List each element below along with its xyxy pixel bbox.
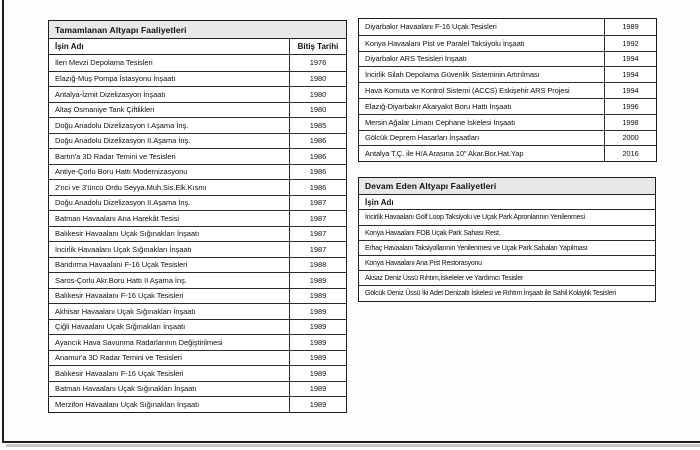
table-row — [49, 179, 346, 195]
table-row — [359, 66, 656, 82]
work-name: Diyarbakır ARS Tesisleri İnşaatı — [365, 54, 467, 64]
table-row — [49, 71, 346, 87]
end-year: 1976 — [289, 55, 346, 71]
table-row — [359, 51, 656, 67]
table-row — [359, 210, 655, 225]
end-year: 2000 — [604, 131, 656, 146]
end-year: 1998 — [604, 115, 656, 130]
table-row — [49, 86, 346, 102]
end-year: 1980 — [289, 103, 346, 118]
end-year: 1992 — [604, 36, 656, 51]
ongoing-activities-table — [358, 177, 656, 302]
table-row — [49, 55, 346, 71]
work-name: 2'nci ve 3'üncü Ordu Seyya.Muh.Sis.Elk.Kısmı — [55, 182, 207, 192]
work-name: Ayancık Hava Savunma Radarlarının Değiştirilmesi — [55, 337, 223, 347]
completed-table-header-row — [49, 39, 346, 55]
work-name: Doğu Anadolu Dizelizasyon II.Aşama İnş. — [55, 136, 191, 146]
end-year: 1994 — [604, 67, 656, 82]
end-year: 1989 — [289, 320, 346, 335]
work-name: Merzifon Havaalanı Uçak Sığınakları İnşaatı — [55, 399, 200, 409]
end-year: 1987 — [289, 227, 346, 242]
table-row — [359, 145, 656, 161]
work-name: Bartın'a 3D Radar Temini ve Tesisleri — [55, 151, 176, 161]
end-year: 1989 — [289, 273, 346, 288]
work-name: Antalya T.Ç. ile H/A Arasına 10" Akar.Bor.Hat.Yap — [365, 149, 524, 159]
page-border-bottom — [2, 441, 700, 443]
end-year: 1986 — [289, 149, 346, 164]
work-name: Gölcük Deniz Üssü İki Adet Denizaltı İskelesi ve Rıhtım İnşaatı ile Sahil Kolaylık Tesisleri — [365, 290, 616, 298]
table-row — [49, 303, 346, 319]
end-year: 1994 — [604, 83, 656, 98]
table-row — [49, 226, 346, 242]
end-year: 1989 — [289, 289, 346, 304]
ongoing-table-header-row — [359, 195, 655, 210]
work-name: Altaş Osmaniye Tank Çiftlikleri — [55, 105, 155, 115]
page-shadow — [6, 444, 700, 447]
work-name: İleri Mevzi Depolama Tesisleri — [55, 58, 153, 68]
work-name: Anamur'a 3D Radar Temini ve Tesisleri — [55, 353, 182, 363]
end-year: 1980 — [289, 72, 346, 87]
end-year: 1986 — [289, 180, 346, 195]
end-year: 1989 — [289, 304, 346, 319]
table-row — [359, 255, 655, 270]
work-name: İncirlik Havaalanı Uçak Sığınakları İnşaatı — [55, 244, 192, 254]
work-name: İncirlik Silah Depolama Güvenlik Sisteminin Artırılması — [365, 70, 540, 80]
work-name: Doğu Anadolu Dizelizasyon II.Aşama İnş. — [55, 198, 191, 208]
work-name: Balıkesir Havaalanı F-16 Uçak Tesisleri — [55, 368, 184, 378]
table-row — [359, 35, 656, 51]
column-header-work-name: İşin Adı — [365, 197, 394, 207]
work-name: Diyarbakır Havaalanı F-16 Uçak Tesisleri — [365, 22, 497, 32]
table-row — [49, 365, 346, 381]
table-row — [49, 102, 346, 118]
end-year: 1987 — [289, 211, 346, 226]
table-row — [49, 195, 346, 211]
table-row — [49, 210, 346, 226]
table-row — [359, 114, 656, 130]
ongoing-table-title: Devam Eden Altyapı Faaliyetleri — [359, 178, 655, 195]
table-row — [49, 334, 346, 350]
end-year: 1989 — [604, 19, 656, 35]
table-row — [359, 130, 656, 146]
table-row — [49, 319, 346, 335]
end-year: 1996 — [604, 99, 656, 114]
work-name: Akhisar Havaalanı Uçak Sığınakları İnşaatı — [55, 306, 196, 316]
end-year: 1994 — [604, 52, 656, 67]
table-row — [49, 257, 346, 273]
table-row — [359, 19, 656, 35]
table-row — [359, 285, 655, 300]
end-year: 1980 — [289, 87, 346, 102]
work-name: Gölcük Deprem Hasarları İnşaatları — [365, 133, 480, 143]
column-header-end-date: Bitiş Tarihi — [289, 39, 346, 54]
work-name: Mersin Ağalar Limanı Cephane İskelesi İnşaatı — [365, 117, 516, 127]
work-name: Konya Havaalanı FOB Uçak Park Sahası Rest. — [365, 229, 501, 237]
work-name: Balıkesir Havaalanı F-16 Uçak Tesisleri — [55, 291, 184, 301]
end-year: 1987 — [289, 196, 346, 211]
table-row — [359, 82, 656, 98]
work-name: Hava Komuta ve Kontrol Sistemi (ACCS) Eskişehir ARS Projesi — [365, 86, 570, 96]
work-name: Çiğli Havaalanı Uçak Sığınakları İnşaatı — [55, 322, 186, 332]
table-row — [49, 133, 346, 149]
completed-table-title: Tamamlanan Altyapı Faaliyetleri — [49, 21, 346, 39]
table-row — [49, 164, 346, 180]
table-row — [49, 117, 346, 133]
table-row — [49, 148, 346, 164]
work-name: Antalya-İzmit Dizelizasyon İnşaatı — [55, 89, 166, 99]
end-year: 1985 — [289, 118, 346, 133]
table-row — [49, 396, 346, 412]
end-year: 2016 — [604, 146, 656, 161]
work-name: Antiye-Çorlu Boru Hattı Modernizasyonu — [55, 167, 188, 177]
work-name: Bandırma Havaalanı F-16 Uçak Tesisleri — [55, 260, 188, 270]
completed-activities-table — [48, 20, 347, 413]
end-year: 1986 — [289, 165, 346, 180]
page-border-left — [2, 0, 4, 443]
work-name: Doğu Anadolu Dizelizasyon I.Aşama İnş. — [55, 120, 189, 130]
table-row — [49, 381, 346, 397]
table-row — [49, 272, 346, 288]
work-name: Saros-Çorlu Akr.Boru Hattı II Aşama İnş. — [55, 275, 187, 285]
table-row — [359, 270, 655, 285]
column-header-work-name: İşin Adı — [55, 42, 84, 51]
table-row — [49, 350, 346, 366]
end-year: 1989 — [289, 397, 346, 412]
work-name: İncirlik Havaalanı Golf Loop Taksiyolu ve Uçak Park Apronlarının Yenilenmesi — [365, 214, 585, 222]
table-row — [49, 241, 346, 257]
work-name: Aksaz Deniz Üssü Rıhtım,İskeleler ve Yardımcı Tesisler — [365, 274, 524, 282]
end-year: 1989 — [289, 335, 346, 350]
end-year: 1986 — [289, 134, 346, 149]
table-row — [359, 98, 656, 114]
work-name: Elazığ-Muş Pompa İstasyonu İnşaatı — [55, 74, 176, 84]
end-year: 1988 — [289, 258, 346, 273]
table-row — [359, 240, 655, 255]
end-year: 1989 — [289, 351, 346, 366]
work-name: Batman Havaalanı Uçak Sığınakları İnşaatı — [55, 384, 197, 394]
table-row — [49, 288, 346, 304]
work-name: Konya Havaalanı Pist ve Paralel Taksiyolu İnşaatı — [365, 38, 525, 48]
work-name: Batman Havaalanı Ana Harekât Tesisi — [55, 213, 180, 223]
end-year: 1987 — [289, 242, 346, 257]
end-year: 1989 — [289, 366, 346, 381]
work-name: Elazığ-Diyarbakır Akaryakıt Boru Hattı İnşaatı — [365, 101, 512, 111]
work-name: Erhaç Havaalanı Taksiyollarının Yenilenmesi ve Uçak Park Sahaları Yapılması — [365, 244, 588, 252]
table-row — [359, 225, 655, 240]
end-year: 1989 — [289, 382, 346, 397]
work-name: Konya Havaalanı Ana Pist Restorasyonu — [365, 259, 482, 267]
work-name: Balıkesir Havaalanı Uçak Sığınakları İnşaatı — [55, 229, 200, 239]
completed-activities-table-continued — [358, 18, 657, 162]
